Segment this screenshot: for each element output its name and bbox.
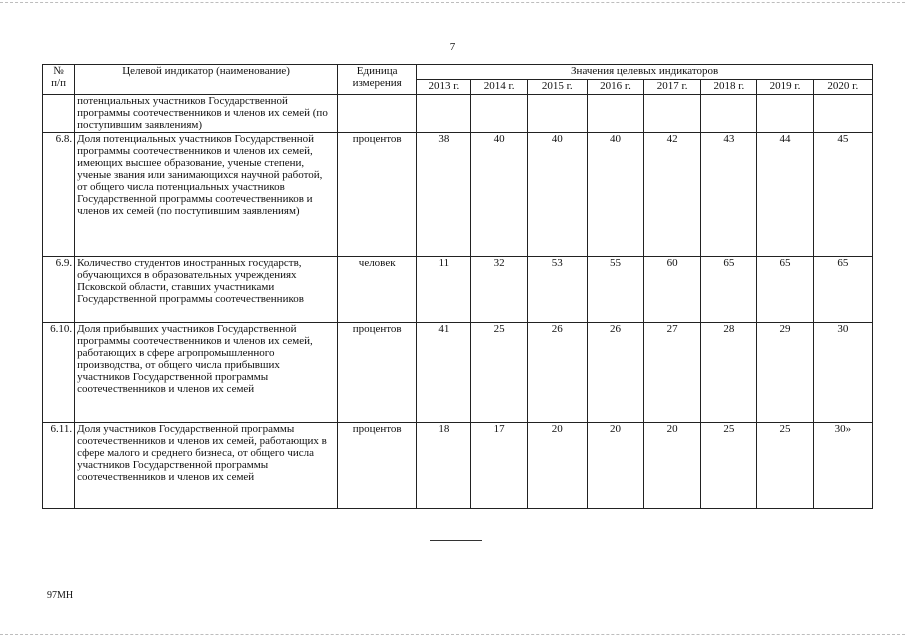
row-value: 32 bbox=[471, 257, 527, 323]
row-num: 6.9. bbox=[43, 257, 75, 323]
header-year: 2020 г. bbox=[813, 80, 872, 95]
row-num bbox=[43, 95, 75, 133]
header-year: 2018 г. bbox=[701, 80, 757, 95]
row-value: 26 bbox=[527, 323, 587, 423]
header-num bbox=[43, 65, 75, 95]
header-year: 2017 г. bbox=[644, 80, 701, 95]
row-value: 43 bbox=[701, 133, 757, 257]
header-year: 2014 г. bbox=[471, 80, 527, 95]
row-value: 11 bbox=[417, 257, 471, 323]
header-num-line2: п/п bbox=[51, 77, 66, 89]
row-value: 40 bbox=[527, 133, 587, 257]
header-unit-line2: измерения bbox=[352, 77, 402, 89]
row-value bbox=[527, 95, 587, 133]
row-value: 60 bbox=[644, 257, 701, 323]
row-indicator-name: Количество студентов иностранных государств, обучающихся в образовательных учреждениях Псковской области, ставших участниками Государственной программы соотечественников bbox=[75, 257, 338, 323]
header-num-line1: № bbox=[53, 65, 64, 77]
table-row-6-10 bbox=[43, 323, 873, 423]
row-unit: человек bbox=[338, 257, 417, 323]
header-year: 2015 г. bbox=[527, 80, 587, 95]
row-value: 38 bbox=[417, 133, 471, 257]
header-year: 2019 г. bbox=[757, 80, 813, 95]
row-indicator-name: Доля участников Государственной программы соотечественников и членов их семей, работающих в сфере малого и среднего бизнеса, от общего числа участников Государственной программы соотечественников и членов их семей bbox=[75, 423, 338, 509]
row-value: 20 bbox=[587, 423, 643, 509]
row-value: 25 bbox=[471, 323, 527, 423]
row-unit: процентов bbox=[338, 323, 417, 423]
row-num: 6.11. bbox=[43, 423, 75, 509]
row-value: 55 bbox=[587, 257, 643, 323]
table-row-continuation bbox=[43, 95, 873, 133]
row-unit bbox=[338, 95, 417, 133]
row-value bbox=[813, 95, 872, 133]
row-value: 25 bbox=[757, 423, 813, 509]
row-value: 30 bbox=[813, 323, 872, 423]
row-value bbox=[644, 95, 701, 133]
row-value: 41 bbox=[417, 323, 471, 423]
row-value: 45 bbox=[813, 133, 872, 257]
table-row-6-11 bbox=[43, 423, 873, 509]
footer-code: 97МН bbox=[47, 590, 74, 601]
row-value: 40 bbox=[587, 133, 643, 257]
row-value: 20 bbox=[644, 423, 701, 509]
row-value bbox=[417, 95, 471, 133]
row-value: 27 bbox=[644, 323, 701, 423]
header-unit-line1: Единица bbox=[356, 65, 398, 77]
row-value bbox=[587, 95, 643, 133]
row-value bbox=[757, 95, 813, 133]
row-num: 6.10. bbox=[43, 323, 75, 423]
row-value: 30» bbox=[813, 423, 872, 509]
header-values-group: Значения целевых индикаторов bbox=[417, 65, 873, 80]
header-row-1 bbox=[43, 65, 873, 80]
row-value: 42 bbox=[644, 133, 701, 257]
row-value: 29 bbox=[757, 323, 813, 423]
row-value: 44 bbox=[757, 133, 813, 257]
row-indicator-name: потенциальных участников Государственной программы соотечественников и членов их семей (по поступившим заявлениям) bbox=[75, 95, 338, 133]
header-year: 2013 г. bbox=[417, 80, 471, 95]
row-value: 65 bbox=[701, 257, 757, 323]
row-value: 65 bbox=[757, 257, 813, 323]
row-value bbox=[701, 95, 757, 133]
header-indicator: Целевой индикатор (наименование) bbox=[75, 65, 338, 95]
row-unit: процентов bbox=[338, 133, 417, 257]
row-value: 26 bbox=[587, 323, 643, 423]
scan-edge-top bbox=[0, 2, 905, 3]
row-value: 17 bbox=[471, 423, 527, 509]
header-year: 2016 г. bbox=[587, 80, 643, 95]
row-num: 6.8. bbox=[43, 133, 75, 257]
row-value: 20 bbox=[527, 423, 587, 509]
end-of-table-rule bbox=[430, 540, 482, 541]
row-value: 40 bbox=[471, 133, 527, 257]
row-indicator-name: Доля потенциальных участников Государственной программы соотечественников и членов их семей, имеющих высшее образование, ученые степени, ученые звания или занимающихся научной работой, от общего числа потенциальных участников Государственной программы соотечественников и членов их семей (по поступившим заявлениям) bbox=[75, 133, 338, 257]
table-row-6-8 bbox=[43, 133, 873, 257]
row-value bbox=[471, 95, 527, 133]
row-unit: процентов bbox=[338, 423, 417, 509]
row-value: 65 bbox=[813, 257, 872, 323]
scan-edge-bottom bbox=[0, 634, 905, 635]
table-row-6-9 bbox=[43, 257, 873, 323]
header-unit bbox=[338, 65, 417, 95]
page-number: 7 bbox=[449, 41, 456, 53]
row-value: 18 bbox=[417, 423, 471, 509]
indicators-table bbox=[42, 64, 873, 509]
row-indicator-name: Доля прибывших участников Государственной программы соотечественников и членов их семей, работающих в сфере агропромышленного производства, от общего числа прибывших участников Государственной программы соотечественников и членов их семей bbox=[75, 323, 338, 423]
row-value: 28 bbox=[701, 323, 757, 423]
row-value: 53 bbox=[527, 257, 587, 323]
row-value: 25 bbox=[701, 423, 757, 509]
